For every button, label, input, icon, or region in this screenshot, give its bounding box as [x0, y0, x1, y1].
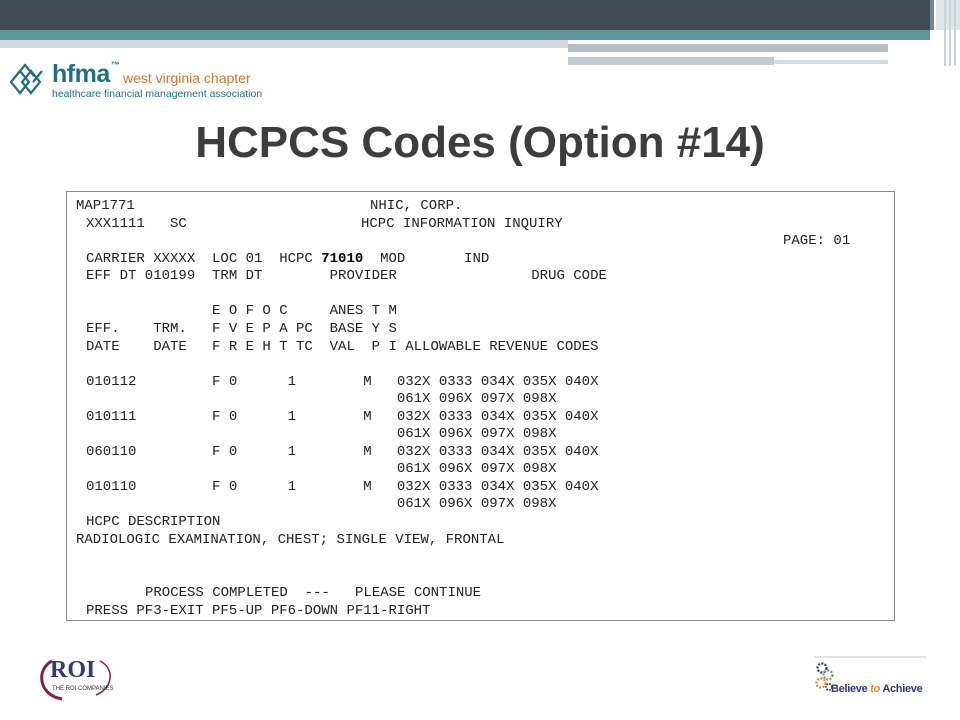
- terminal-data-row: 010110 F 0 1 M 032X 0333 034X 035X 040X: [86, 479, 599, 495]
- terminal-data-row-cont: 061X 096X 097X 098X: [86, 461, 557, 477]
- edge-line: [949, 0, 951, 66]
- terminal-eff-row: EFF DT 010199 TRM DT PROVIDER DRUG CODE: [86, 268, 607, 284]
- roi-subtitle: THE ROI COMPANIES: [52, 686, 114, 692]
- terminal-data-row: 060110 F 0 1 M 032X 0333 034X 035X 040X: [86, 444, 599, 460]
- hfma-wordmark: hfma™: [52, 60, 120, 88]
- teal-band: [0, 30, 930, 40]
- believe-to-achieve-logo: [815, 662, 930, 702]
- terminal-header-line: EFF. TRM. F V E P A PC BASE Y S: [86, 321, 397, 337]
- terminal-carrier-row: CARRIER XXXXX LOC 01 HCPC 71010 MOD IND: [86, 251, 490, 267]
- terminal-data-row: 010112 F 0 1 M 032X 0333 034X 035X 040X: [86, 374, 599, 390]
- hfma-logo: [8, 62, 278, 104]
- terminal-status: PROCESS COMPLETED --- PLEASE CONTINUE: [145, 585, 482, 601]
- terminal-header-line: DATE DATE F R E H T TC VAL P I ALLOWABLE REVENUE CODES: [86, 339, 599, 355]
- roi-wordmark: ROI: [50, 657, 96, 683]
- hcpc-code: 71010: [321, 251, 364, 267]
- terminal-data-row-cont: 061X 096X 097X 098X: [86, 426, 557, 442]
- roi-logo: [38, 655, 118, 701]
- terminal-desc-label: HCPC DESCRIPTION: [86, 514, 221, 530]
- terminal-company: NHIC, CORP.: [370, 198, 463, 214]
- edge-line: [954, 0, 956, 66]
- believe-to-achieve-text: Believe to Achieve: [831, 683, 923, 695]
- terminal-data-row-cont: 061X 096X 097X 098X: [86, 391, 557, 407]
- header-stripe: [774, 60, 888, 64]
- terminal-header-line: E O F O C ANES T M: [86, 303, 397, 319]
- chapter-name: west virginia chapter: [123, 70, 251, 86]
- terminal-data-row-cont: 061X 096X 097X 098X: [86, 496, 557, 512]
- top-bar-accent: [930, 0, 934, 30]
- terminal-map-id: MAP1771: [76, 198, 135, 214]
- terminal-screen: [66, 191, 895, 621]
- terminal-page: PAGE: 01: [783, 233, 851, 249]
- association-name: healthcare financial management association: [52, 88, 263, 100]
- top-bar-accent-light: [936, 0, 960, 30]
- footer-rule: [814, 656, 926, 658]
- header-stripe: [0, 40, 568, 48]
- top-bar: [0, 0, 930, 30]
- slide-title: HCPCS Codes (Option #14): [195, 118, 765, 167]
- header-stripe: [568, 44, 888, 52]
- terminal-user-id: XXX1111 SC: [86, 216, 187, 232]
- terminal-function-keys: PRESS PF3-EXIT PF5-UP PF6-DOWN PF11-RIGHT: [86, 603, 431, 619]
- terminal-description: RADIOLOGIC EXAMINATION, CHEST; SINGLE VIEW, FRONTAL: [76, 532, 505, 548]
- edge-line: [944, 0, 946, 66]
- terminal-screen-title: HCPC INFORMATION INQUIRY: [361, 216, 563, 232]
- hfma-logo-mark-icon: [8, 62, 48, 100]
- header-stripe: [568, 57, 774, 65]
- terminal-data-row: 010111 F 0 1 M 032X 0333 034X 035X 040X: [86, 409, 599, 425]
